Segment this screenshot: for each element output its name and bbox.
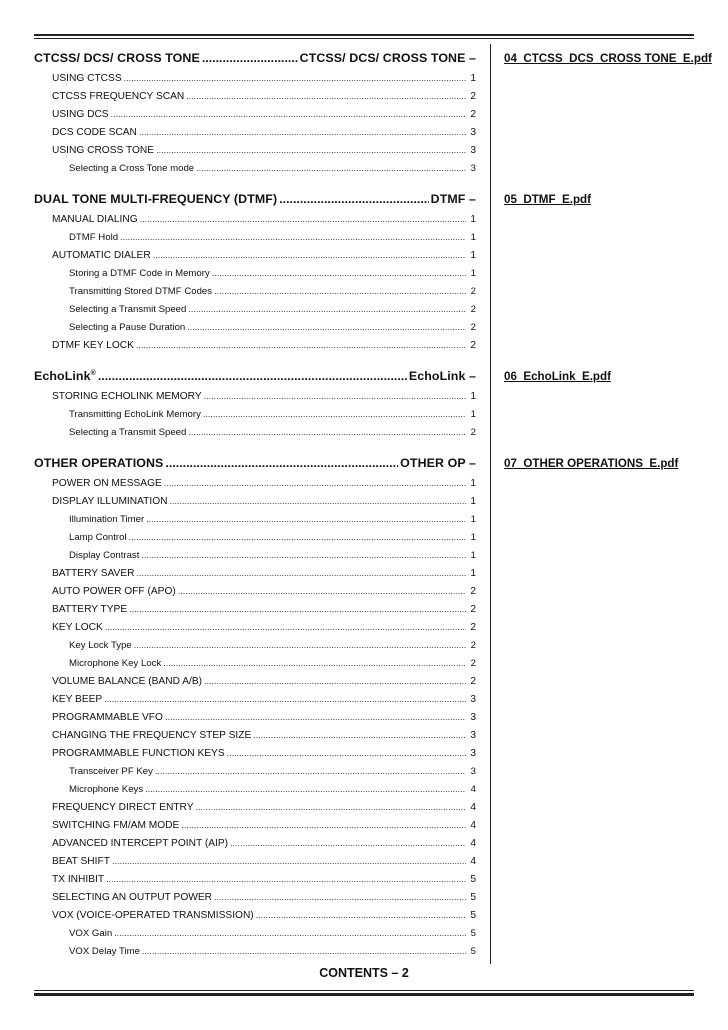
entry-page-number: 1 <box>470 496 476 507</box>
pdf-file-link[interactable]: 04_CTCSS_DCS_CROSS TONE_E.pdf <box>504 52 712 65</box>
entry-page-number: 5 <box>470 892 476 903</box>
registered-mark: ® <box>90 369 96 377</box>
entry-page-number: 3 <box>470 748 476 759</box>
toc-entry[interactable] <box>34 820 476 838</box>
column-separator <box>490 44 491 964</box>
dot-leader <box>181 820 466 830</box>
dot-leader <box>186 91 466 101</box>
section-heading[interactable] <box>34 452 476 478</box>
pdf-file-link[interactable]: 07_OTHER OPERATIONS_E.pdf <box>504 457 679 470</box>
entry-page-number: 4 <box>470 856 476 867</box>
entry-page-number: 2 <box>470 622 476 633</box>
entry-label: Storing a DTMF Code in Memory <box>69 268 210 279</box>
dot-leader <box>256 910 466 920</box>
entry-page-number: 4 <box>470 820 476 831</box>
entry-label: Selecting a Cross Tone mode <box>69 163 195 174</box>
entry-page-number: 2 <box>470 427 476 438</box>
dot-leader <box>212 268 466 278</box>
toc-section <box>34 365 476 445</box>
table-of-contents <box>34 47 476 971</box>
section-title-text: EchoLink <box>34 369 91 383</box>
section-heading[interactable] <box>34 188 476 214</box>
entry-page-number: 3 <box>470 766 476 777</box>
toc-entry[interactable] <box>34 694 476 712</box>
entry-label: ADVANCED INTERCEPT POINT (AIP) <box>52 838 229 849</box>
section-title <box>34 51 200 65</box>
pdf-file-link[interactable]: 06_EchoLink_E.pdf <box>504 370 611 383</box>
entry-label: Selecting a Transmit Speed <box>69 304 187 315</box>
toc-entry[interactable] <box>34 109 476 127</box>
entry-label: BATTERY SAVER <box>52 568 135 579</box>
dot-leader <box>227 748 466 758</box>
toc-section <box>34 452 476 964</box>
entry-page-number: 5 <box>470 874 476 885</box>
dot-leader <box>164 478 466 488</box>
entry-page-number: 1 <box>470 478 476 489</box>
entry-label: Lamp Control <box>69 532 127 543</box>
dot-leader <box>188 304 466 314</box>
entry-page-number: 5 <box>470 910 476 921</box>
entry-page-number: 3 <box>470 712 476 723</box>
section-title-text: DUAL TONE MULTI-FREQUENCY (DTMF) <box>34 192 278 206</box>
entry-label: CHANGING THE FREQUENCY STEP SIZE <box>52 730 252 741</box>
top-rule <box>34 34 694 36</box>
toc-entry[interactable] <box>34 427 476 445</box>
dot-leader <box>155 766 466 776</box>
entry-label: PROGRAMMABLE VFO <box>52 712 163 723</box>
toc-entry[interactable] <box>34 640 476 658</box>
toc-entry[interactable] <box>34 910 476 928</box>
entry-label: CTCSS FREQUENCY SCAN <box>52 91 185 102</box>
entry-page-number: 3 <box>470 163 476 174</box>
dot-leader <box>140 214 466 224</box>
entry-label: VOX Delay Time <box>69 946 140 957</box>
dot-leader <box>136 568 466 578</box>
dot-leader <box>230 838 466 848</box>
toc-entry[interactable] <box>34 514 476 532</box>
toc-entry[interactable] <box>34 892 476 910</box>
entry-label: DTMF Hold <box>69 232 119 243</box>
toc-entry[interactable] <box>34 532 476 550</box>
entry-label: STORING ECHOLINK MEMORY <box>52 391 202 402</box>
entry-page-number: 2 <box>470 109 476 120</box>
section-heading[interactable] <box>34 47 476 73</box>
section-title-text: OTHER OPERATIONS <box>34 456 164 470</box>
section-title <box>34 369 96 383</box>
toc-entry[interactable] <box>34 874 476 892</box>
entry-label: DCS CODE SCAN <box>52 127 137 138</box>
toc-entry[interactable] <box>34 658 476 676</box>
entry-label: POWER ON MESSAGE <box>52 478 162 489</box>
entry-page-number: 2 <box>470 91 476 102</box>
dot-leader <box>196 163 466 173</box>
entry-label: Microphone Keys <box>69 784 144 795</box>
toc-entry[interactable] <box>34 286 476 304</box>
dot-leader <box>178 586 466 596</box>
dot-leader <box>141 550 466 560</box>
entry-label: BEAT SHIFT <box>52 856 110 867</box>
entry-label: KEY LOCK <box>52 622 103 633</box>
entry-label: Selecting a Pause Duration <box>69 322 186 333</box>
section-title <box>34 456 163 470</box>
section-title <box>34 192 277 206</box>
entry-page-number: 2 <box>470 586 476 597</box>
entry-label: MANUAL DIALING <box>52 214 138 225</box>
dot-leader <box>111 109 466 119</box>
toc-entry[interactable] <box>34 232 476 250</box>
pdf-file-link[interactable]: 05_DTMF_E.pdf <box>504 193 591 206</box>
toc-entry[interactable] <box>34 766 476 784</box>
entry-label: Display Contrast <box>69 550 140 561</box>
entry-label: BATTERY TYPE <box>52 604 128 615</box>
entry-page-number: 3 <box>470 127 476 138</box>
toc-entry[interactable] <box>34 322 476 340</box>
entry-label: Transmitting EchoLink Memory <box>69 409 201 420</box>
entry-page-number: 2 <box>470 658 476 669</box>
entry-page-number: 1 <box>470 550 476 561</box>
dot-leader <box>253 730 466 740</box>
dot-leader <box>196 802 466 812</box>
toc-entry[interactable] <box>34 604 476 622</box>
entry-label: Microphone Key Lock <box>69 658 162 669</box>
toc-entry[interactable] <box>34 748 476 766</box>
section-abbreviation: OTHER OP – <box>400 456 476 470</box>
entry-label: Illumination Timer <box>69 514 145 525</box>
entry-page-number: 2 <box>470 340 476 351</box>
dot-leader <box>106 874 466 884</box>
entry-page-number: 1 <box>470 568 476 579</box>
toc-entry[interactable] <box>34 712 476 730</box>
page-footer: CONTENTS – 2 <box>319 966 409 980</box>
entry-label: USING CROSS TONE <box>52 145 155 156</box>
dot-leader <box>98 369 407 383</box>
dot-leader <box>112 856 466 866</box>
toc-entry[interactable] <box>34 268 476 286</box>
section-abbreviation: CTCSS/ DCS/ CROSS TONE – <box>299 51 476 65</box>
entry-page-number: 1 <box>470 409 476 420</box>
toc-entry[interactable] <box>34 163 476 181</box>
entry-page-number: 2 <box>470 604 476 615</box>
dot-leader <box>204 676 466 686</box>
dot-leader <box>279 192 428 206</box>
entry-page-number: 3 <box>470 730 476 741</box>
toc-entry[interactable] <box>34 73 476 91</box>
dot-leader <box>104 694 466 704</box>
toc-entry[interactable] <box>34 250 476 268</box>
dot-leader <box>156 145 466 155</box>
toc-entry[interactable] <box>34 550 476 568</box>
toc-section <box>34 47 476 181</box>
entry-label: KEY BEEP <box>52 694 103 705</box>
toc-entry[interactable] <box>34 340 476 358</box>
entry-page-number: 2 <box>470 322 476 333</box>
toc-section <box>34 188 476 358</box>
section-abbreviation: EchoLink – <box>408 369 476 383</box>
toc-entry[interactable] <box>34 802 476 820</box>
toc-entry[interactable] <box>34 409 476 427</box>
dot-leader <box>165 712 466 722</box>
entry-page-number: 4 <box>470 838 476 849</box>
toc-entry[interactable] <box>34 568 476 586</box>
toc-entry[interactable] <box>34 586 476 604</box>
entry-page-number: 1 <box>470 268 476 279</box>
dot-leader <box>105 622 466 632</box>
dot-leader <box>129 532 466 542</box>
entry-page-number: 1 <box>470 73 476 84</box>
toc-entry[interactable] <box>34 496 476 514</box>
dot-leader <box>204 391 466 401</box>
dot-leader <box>145 784 466 794</box>
entry-label: SWITCHING FM/AM MODE <box>52 820 180 831</box>
entry-label: VOX (VOICE-OPERATED TRANSMISSION) <box>52 910 254 921</box>
dot-leader <box>214 892 466 902</box>
toc-entry[interactable] <box>34 856 476 874</box>
entry-page-number: 2 <box>470 286 476 297</box>
entry-label: DTMF KEY LOCK <box>52 340 134 351</box>
toc-entry[interactable] <box>34 127 476 145</box>
dot-leader <box>163 658 466 668</box>
entry-page-number: 5 <box>470 928 476 939</box>
toc-entry[interactable] <box>34 946 476 964</box>
entry-page-number: 1 <box>470 391 476 402</box>
toc-entry[interactable] <box>34 478 476 496</box>
entry-page-number: 5 <box>470 946 476 957</box>
section-heading[interactable] <box>34 365 476 391</box>
dot-leader <box>165 456 398 470</box>
top-rule-thin <box>34 38 694 39</box>
toc-entry[interactable] <box>34 622 476 640</box>
section-abbreviation: DTMF – <box>430 192 476 206</box>
entry-page-number: 1 <box>470 532 476 543</box>
toc-entry[interactable] <box>34 928 476 946</box>
entry-label: VOX Gain <box>69 928 113 939</box>
entry-page-number: 1 <box>470 514 476 525</box>
entry-label: Key Lock Type <box>69 640 132 651</box>
dot-leader <box>214 286 466 296</box>
toc-entry[interactable] <box>34 391 476 409</box>
bottom-rule-thin <box>34 990 694 991</box>
entry-page-number: 2 <box>470 676 476 687</box>
toc-entry[interactable] <box>34 838 476 856</box>
dot-leader <box>136 340 466 350</box>
entry-label: TX INHIBIT <box>52 874 105 885</box>
entry-page-number: 3 <box>470 694 476 705</box>
toc-entry[interactable] <box>34 676 476 694</box>
dot-leader <box>153 250 466 260</box>
dot-leader <box>129 604 466 614</box>
dot-leader <box>139 127 466 137</box>
entry-label: DISPLAY ILLUMINATION <box>52 496 168 507</box>
entry-label: VOLUME BALANCE (BAND A/B) <box>52 676 203 687</box>
entry-label: FREQUENCY DIRECT ENTRY <box>52 802 194 813</box>
dot-leader <box>188 427 466 437</box>
entry-label: USING DCS <box>52 109 109 120</box>
entry-label: Selecting a Transmit Speed <box>69 427 187 438</box>
entry-label: AUTOMATIC DIALER <box>52 250 151 261</box>
entry-label: AUTO POWER OFF (APO) <box>52 586 176 597</box>
toc-entry[interactable] <box>34 730 476 748</box>
entry-page-number: 4 <box>470 784 476 795</box>
entry-page-number: 1 <box>470 250 476 261</box>
entry-label: PROGRAMMABLE FUNCTION KEYS <box>52 748 225 759</box>
entry-page-number: 1 <box>470 214 476 225</box>
entry-page-number: 3 <box>470 145 476 156</box>
entry-label: Transceiver PF Key <box>69 766 153 777</box>
entry-page-number: 4 <box>470 802 476 813</box>
dot-leader <box>187 322 466 332</box>
entry-page-number: 2 <box>470 304 476 315</box>
dot-leader <box>203 409 466 419</box>
bottom-rule-thick <box>34 993 694 996</box>
dot-leader <box>114 928 466 938</box>
dot-leader <box>202 51 298 65</box>
entry-page-number: 2 <box>470 640 476 651</box>
toc-entry[interactable] <box>34 145 476 163</box>
entry-page-number: 1 <box>470 232 476 243</box>
entry-label: SELECTING AN OUTPUT POWER <box>52 892 213 903</box>
toc-entry[interactable] <box>34 304 476 322</box>
dot-leader <box>142 946 466 956</box>
dot-leader <box>120 232 466 242</box>
entry-label: USING CTCSS <box>52 73 122 84</box>
dot-leader <box>146 514 466 524</box>
dot-leader <box>170 496 467 506</box>
toc-entry[interactable] <box>34 784 476 802</box>
dot-leader <box>134 640 466 650</box>
toc-entry[interactable] <box>34 214 476 232</box>
dot-leader <box>124 73 466 83</box>
entry-label: Transmitting Stored DTMF Codes <box>69 286 213 297</box>
section-title-text: CTCSS/ DCS/ CROSS TONE <box>34 51 200 65</box>
toc-entry[interactable] <box>34 91 476 109</box>
